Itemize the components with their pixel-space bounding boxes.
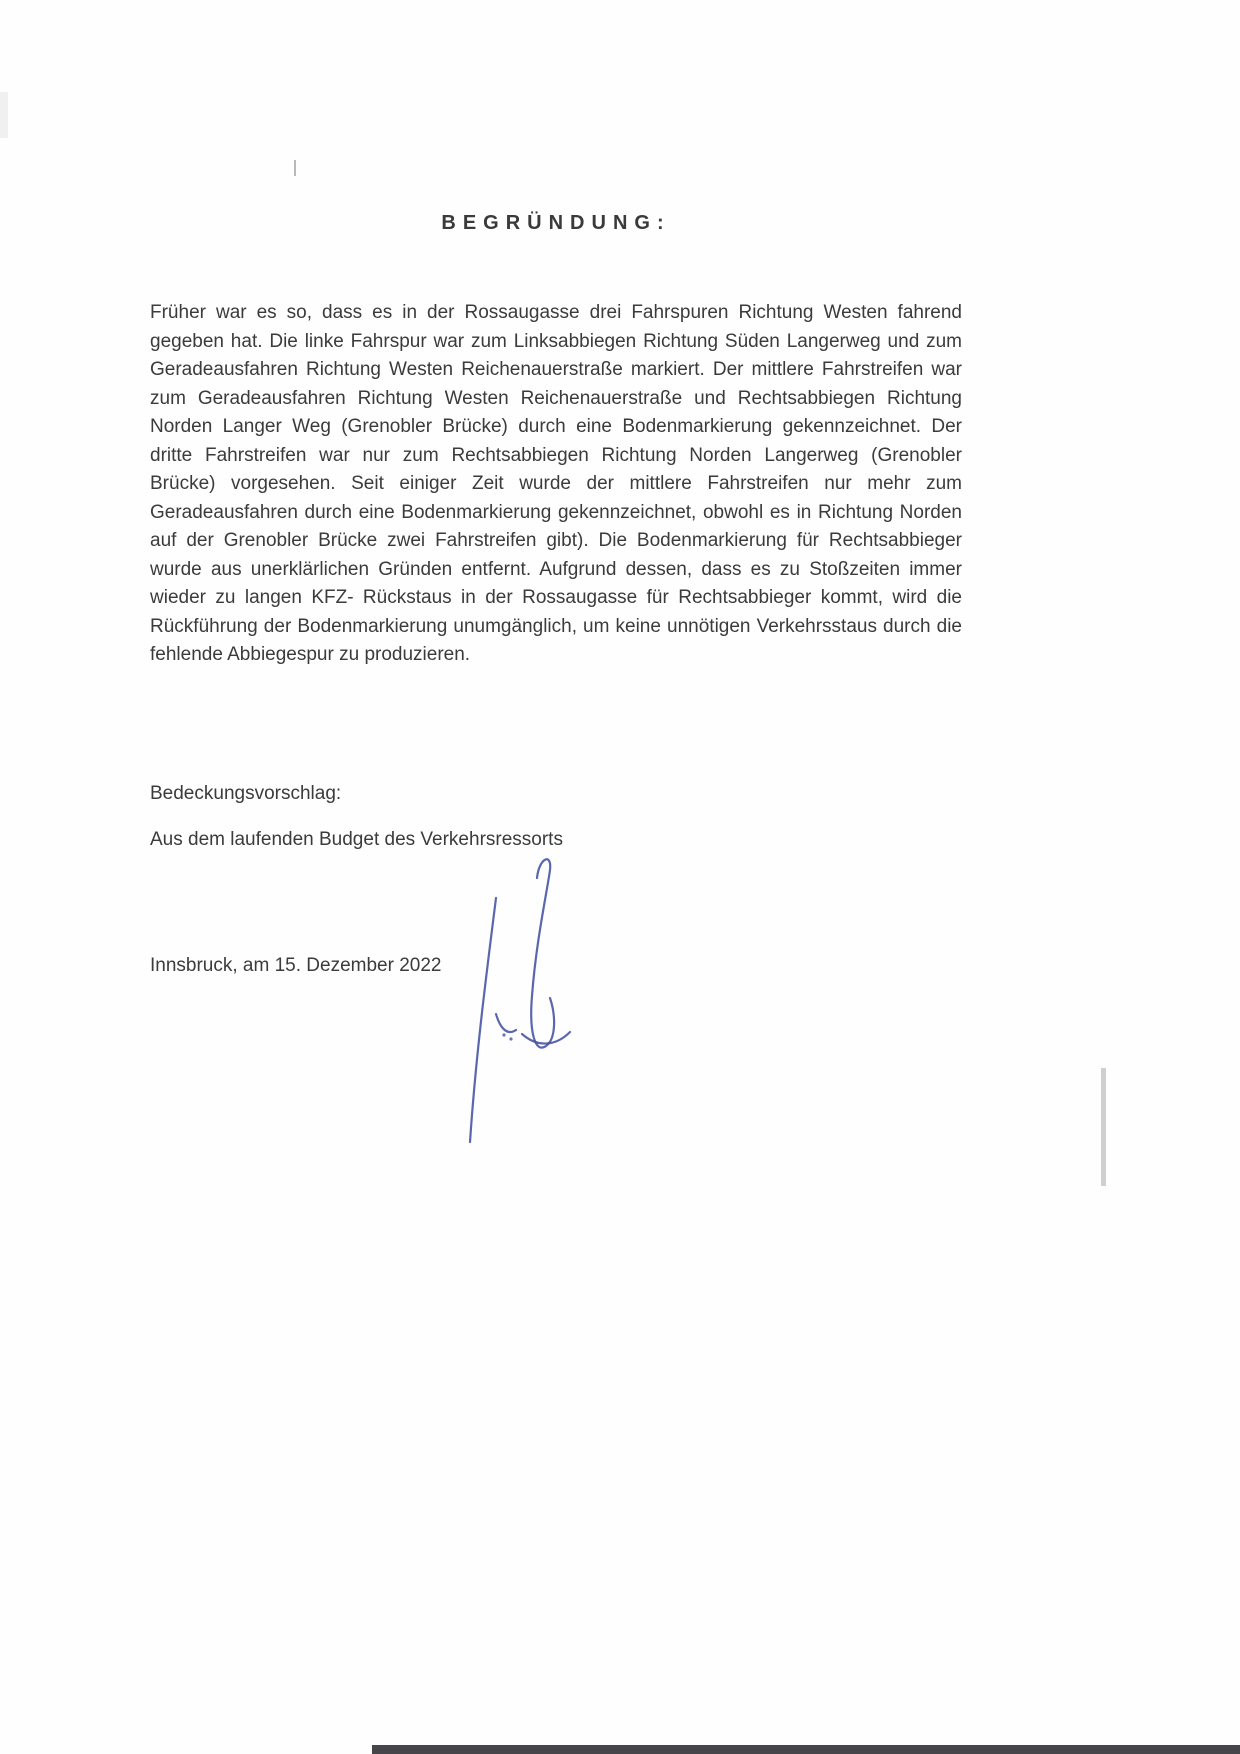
scan-artifact-left-smudge <box>0 92 8 138</box>
document-content <box>150 212 962 980</box>
document-title: BEGRÜNDUNG: <box>441 212 671 234</box>
body-paragraph: Früher war es so, dass es in der Rossaugasse drei Fahrspuren Richtung Westen fahrend gegeben hat. Die linke Fahrspur war zum Linksabbiegen Richtung Süden Langerweg und zum Geradeausfahren Richtung Westen Reichenauerstraße markiert. Der mittlere Fahrstreifen war zum Geradeausfahren Richtung Westen Reichenauerstraße und Rechtsabbiegen Richtung Norden Langer Weg (Grenobler Brücke) durch eine Bodenmarkierung gekennzeichnet. Der dritte Fahrstreifen war nur zum Rechtsabbiegen Richtung Norden Langerweg (Grenobler Brücke) vorgesehen. Seit einiger Zeit wurde der mittlere Fahrstreifen nur mehr zum Geradeausfahren durch eine Bodenmarkierung gekennzeichnet, obwohl es in Richtung Norden auf der Grenobler Brücke zwei Fahrstreifen gibt). Die Bodenmarkierung für Rechtsabbieger wurde aus unerklärlichen Gründen entfernt. Aufgrund dessen, dass es zu Stoßzeiten immer wieder zu langen KFZ- Rückstaus in der Rossaugasse für Rechtsabbieger kommt, wird die Rückführung der Bodenmarkierung unumgänglich, um keine unnötigen Verkehrsstaus durch die fehlende Abbiegespur zu produzieren. <box>150 302 962 665</box>
date-line: Innsbruck, am 15. Dezember 2022 <box>150 954 442 976</box>
coverage-text: Aus dem laufenden Budget des Verkehrsressorts <box>150 828 563 850</box>
scan-artifact-top-tick <box>294 160 296 176</box>
scan-artifact-bottom-edge <box>372 1745 1240 1754</box>
scan-artifact-right-line <box>1101 1068 1106 1186</box>
coverage-label: Bedeckungsvorschlag: <box>150 782 342 804</box>
